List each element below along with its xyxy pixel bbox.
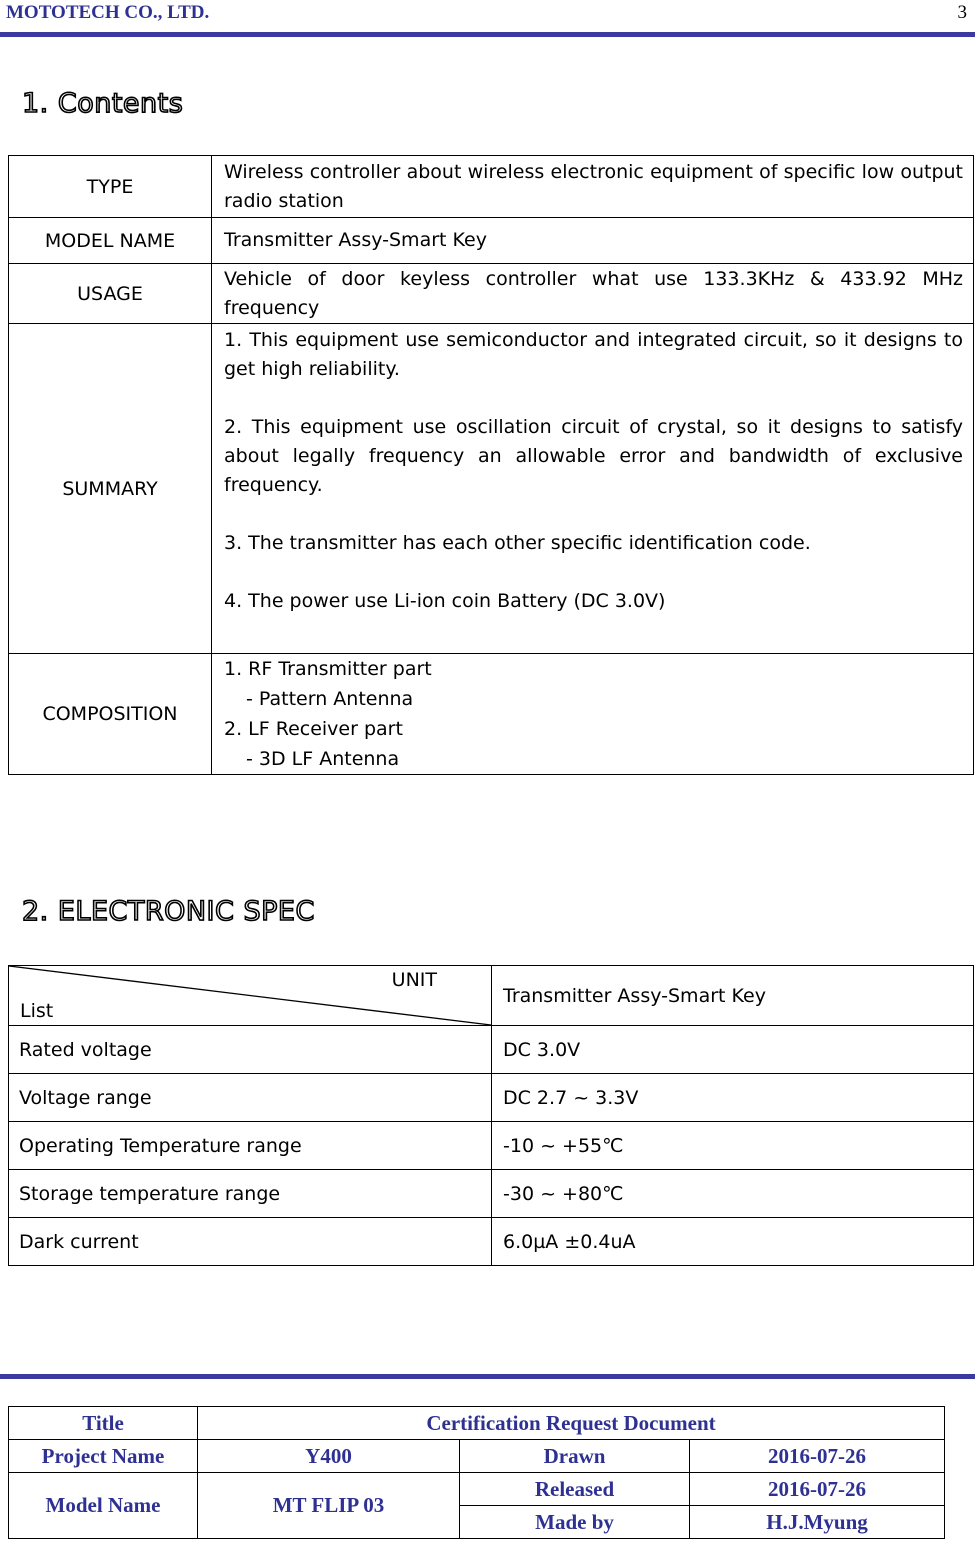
row-label: COMPOSITION [9, 654, 212, 775]
table-row [9, 1074, 974, 1122]
param-cell: Voltage range [9, 1074, 492, 1122]
footer-rule [0, 1374, 975, 1379]
header-rule [0, 32, 975, 37]
diagonal-header-cell [9, 966, 492, 1026]
released-label: Released [460, 1473, 690, 1506]
madeby-value: H.J.Myung [690, 1506, 945, 1539]
table-row [9, 156, 974, 218]
table-row [9, 1122, 974, 1170]
row-label: SUMMARY [9, 324, 212, 654]
company-name: MOTOTECH CO., LTD. [6, 2, 210, 23]
summary-item: 3. The transmitter has each other specific identification code. [224, 532, 811, 554]
page-number: 3 [957, 2, 967, 23]
section-title-contents: 1. Contents [22, 88, 184, 119]
summary-item: 4. The power use Li-ion coin Battery (DC 3.0V) [224, 590, 666, 612]
table-row [9, 1170, 974, 1218]
row-label: TYPE [9, 156, 212, 218]
list-label: List [20, 1000, 54, 1022]
table-row [9, 1218, 974, 1266]
row-value: Transmitter Assy-Smart Key [212, 218, 974, 264]
param-cell: Storage temperature range [9, 1170, 492, 1218]
param-cell: Operating Temperature range [9, 1122, 492, 1170]
composition-line: 1. RF Transmitter part [224, 658, 432, 680]
table-row [9, 1026, 974, 1074]
model-value: MT FLIP 03 [198, 1473, 460, 1539]
row-value: Vehicle of door keyless controller what use 133.3KHz & 433.92 MHz frequency [212, 264, 974, 324]
table-row [9, 324, 974, 654]
table-row [9, 1407, 945, 1440]
contents-table [8, 155, 974, 775]
value-cell: DC 3.0V [492, 1026, 974, 1074]
unit-label: UNIT [391, 969, 437, 991]
table-row [9, 1473, 945, 1506]
value-cell: -10 ~ +55℃ [492, 1122, 974, 1170]
composition-line: - 3D LF Antenna [246, 748, 400, 770]
param-cell: Dark current [9, 1218, 492, 1266]
released-value: 2016-07-26 [690, 1473, 945, 1506]
composition-line: - Pattern Antenna [246, 688, 414, 710]
drawn-label: Drawn [460, 1440, 690, 1473]
header-value: Transmitter Assy-Smart Key [492, 966, 974, 1026]
title-value: Certification Request Document [198, 1407, 945, 1440]
section-title-electronic-spec: 2. ELECTRONIC SPEC [22, 896, 315, 927]
project-value: Y400 [198, 1440, 460, 1473]
value-cell: DC 2.7 ~ 3.3V [492, 1074, 974, 1122]
drawn-value: 2016-07-26 [690, 1440, 945, 1473]
table-header-row [9, 966, 974, 1026]
summary-item: 2. This equipment use oscillation circuit of crystal, so it designs to satisfy about legally frequency an allowable error and bandwidth of exclusive frequency. [224, 416, 963, 496]
value-cell: 6.0µA ±0.4uA [492, 1218, 974, 1266]
madeby-label: Made by [460, 1506, 690, 1539]
row-label: MODEL NAME [9, 218, 212, 264]
footer-title-block [8, 1406, 945, 1539]
table-row [9, 654, 974, 775]
summary-cell [212, 324, 974, 654]
table-row [9, 1440, 945, 1473]
model-label: Model Name [9, 1473, 198, 1539]
row-label: USAGE [9, 264, 212, 324]
table-row [9, 264, 974, 324]
title-label: Title [9, 1407, 198, 1440]
spec-table [8, 965, 974, 1266]
composition-line: 2. LF Receiver part [224, 718, 403, 740]
param-cell: Rated voltage [9, 1026, 492, 1074]
summary-item: 1. This equipment use semiconductor and integrated circuit, so it designs to get high reliability. [224, 329, 963, 380]
composition-cell [212, 654, 974, 775]
value-cell: -30 ~ +80℃ [492, 1170, 974, 1218]
row-value: Wireless controller about wireless electronic equipment of specific low output radio station [212, 156, 974, 218]
table-row [9, 218, 974, 264]
project-label: Project Name [9, 1440, 198, 1473]
